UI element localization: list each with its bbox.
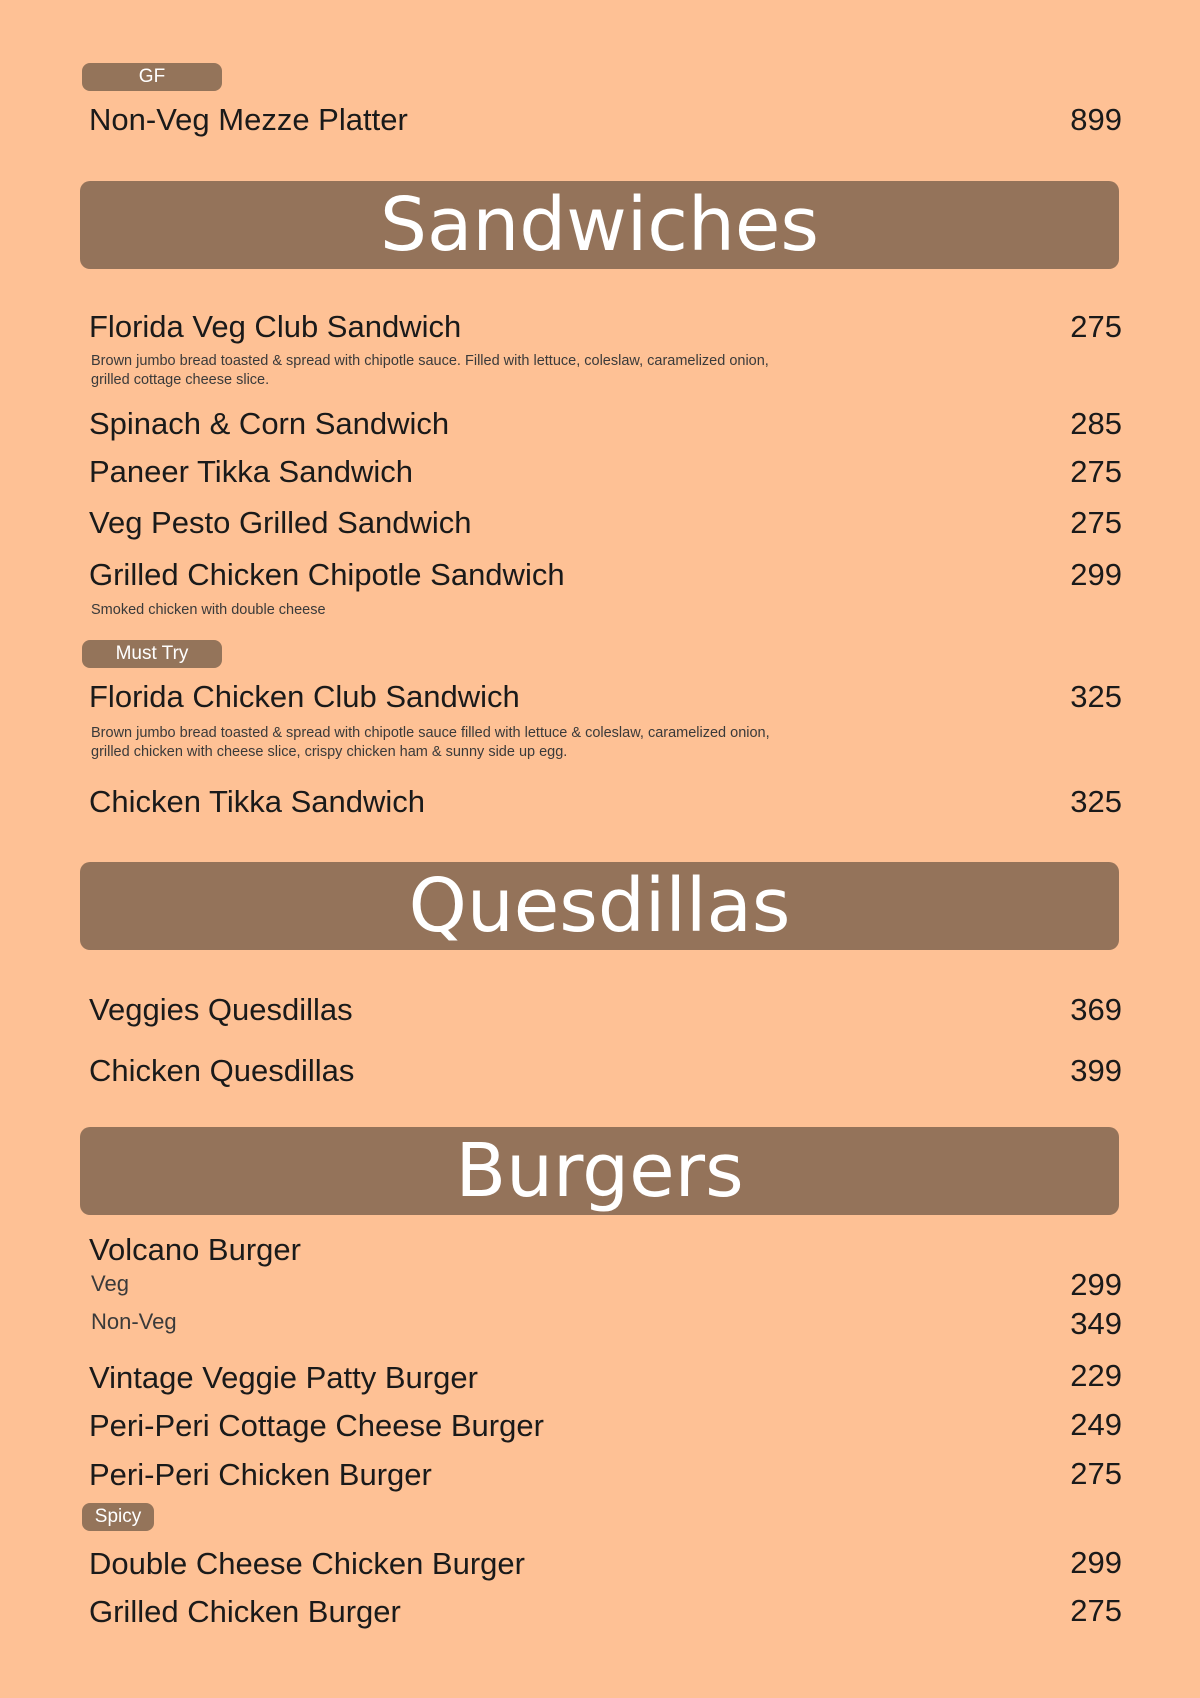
menu-item-price: 899 <box>1070 102 1122 137</box>
menu-item-name: Veg Pesto Grilled Sandwich <box>89 505 472 540</box>
menu-item-name: Double Cheese Chicken Burger <box>89 1546 525 1581</box>
menu-item-name: Spinach & Corn Sandwich <box>89 406 450 441</box>
menu-item-name: Non-Veg Mezze Platter <box>89 102 408 137</box>
menu-item-variant: Veg <box>91 1271 129 1296</box>
menu-item-name: Grilled Chicken Chipotle Sandwich <box>89 557 565 592</box>
menu-item-name: Florida Chicken Club Sandwich <box>89 679 520 714</box>
menu-item-price: 275 <box>1070 309 1122 344</box>
menu-item-price: 285 <box>1070 406 1122 441</box>
menu-item-variant: Non-Veg <box>91 1309 177 1334</box>
menu-item-description: Brown jumbo bread toasted & spread with chipotle sauce filled with lettuce & coleslaw, caramelized onion, grilled chicken with cheese slice, crispy chicken ham & sunny side up egg. <box>91 725 770 760</box>
menu-item-name: Florida Veg Club Sandwich <box>89 309 462 344</box>
menu-item-name: Vintage Veggie Patty Burger <box>89 1360 478 1395</box>
menu-item-price: 275 <box>1070 1593 1122 1628</box>
menu-item-price: 399 <box>1070 1053 1122 1088</box>
menu-item-name: Paneer Tikka Sandwich <box>89 454 413 489</box>
section-header-quesadillas: Quesdillas <box>80 862 1119 950</box>
menu-item-price: 275 <box>1070 505 1122 540</box>
menu-item-name: Volcano Burger <box>89 1232 301 1267</box>
menu-item-description: Smoked chicken with double cheese <box>91 602 326 618</box>
menu-item-name: Chicken Tikka Sandwich <box>89 784 425 819</box>
menu-item-price: 325 <box>1070 679 1122 714</box>
menu-item-price: 275 <box>1070 1456 1122 1491</box>
menu-item-price: 299 <box>1070 1545 1122 1580</box>
menu-item-name: Grilled Chicken Burger <box>89 1594 401 1629</box>
section-header-sandwiches: Sandwiches <box>80 181 1119 269</box>
must-try-badge: Must Try <box>82 640 222 668</box>
menu-item-price: 229 <box>1070 1358 1122 1393</box>
menu-item-name: Veggies Quesdillas <box>89 992 353 1027</box>
section-header-burgers: Burgers <box>80 1127 1119 1215</box>
menu-item-price: 299 <box>1070 557 1122 592</box>
menu-item-price: 275 <box>1070 454 1122 489</box>
spicy-badge: Spicy <box>82 1503 154 1531</box>
menu-item-name: Peri-Peri Cottage Cheese Burger <box>89 1408 544 1443</box>
menu-item-name: Chicken Quesdillas <box>89 1053 355 1088</box>
menu-item-price: 249 <box>1070 1407 1122 1442</box>
menu-item-price: 369 <box>1070 992 1122 1027</box>
menu-item-price: 325 <box>1070 784 1122 819</box>
menu-item-name: Peri-Peri Chicken Burger <box>89 1457 432 1492</box>
menu-item-price: 349 <box>1070 1306 1122 1341</box>
gf-badge: GF <box>82 63 222 91</box>
menu-item-description: Brown jumbo bread toasted & spread with chipotle sauce. Filled with lettuce, coleslaw, caramelized onion, grilled cottage cheese slice. <box>91 353 769 388</box>
menu-item-price: 299 <box>1070 1267 1122 1302</box>
